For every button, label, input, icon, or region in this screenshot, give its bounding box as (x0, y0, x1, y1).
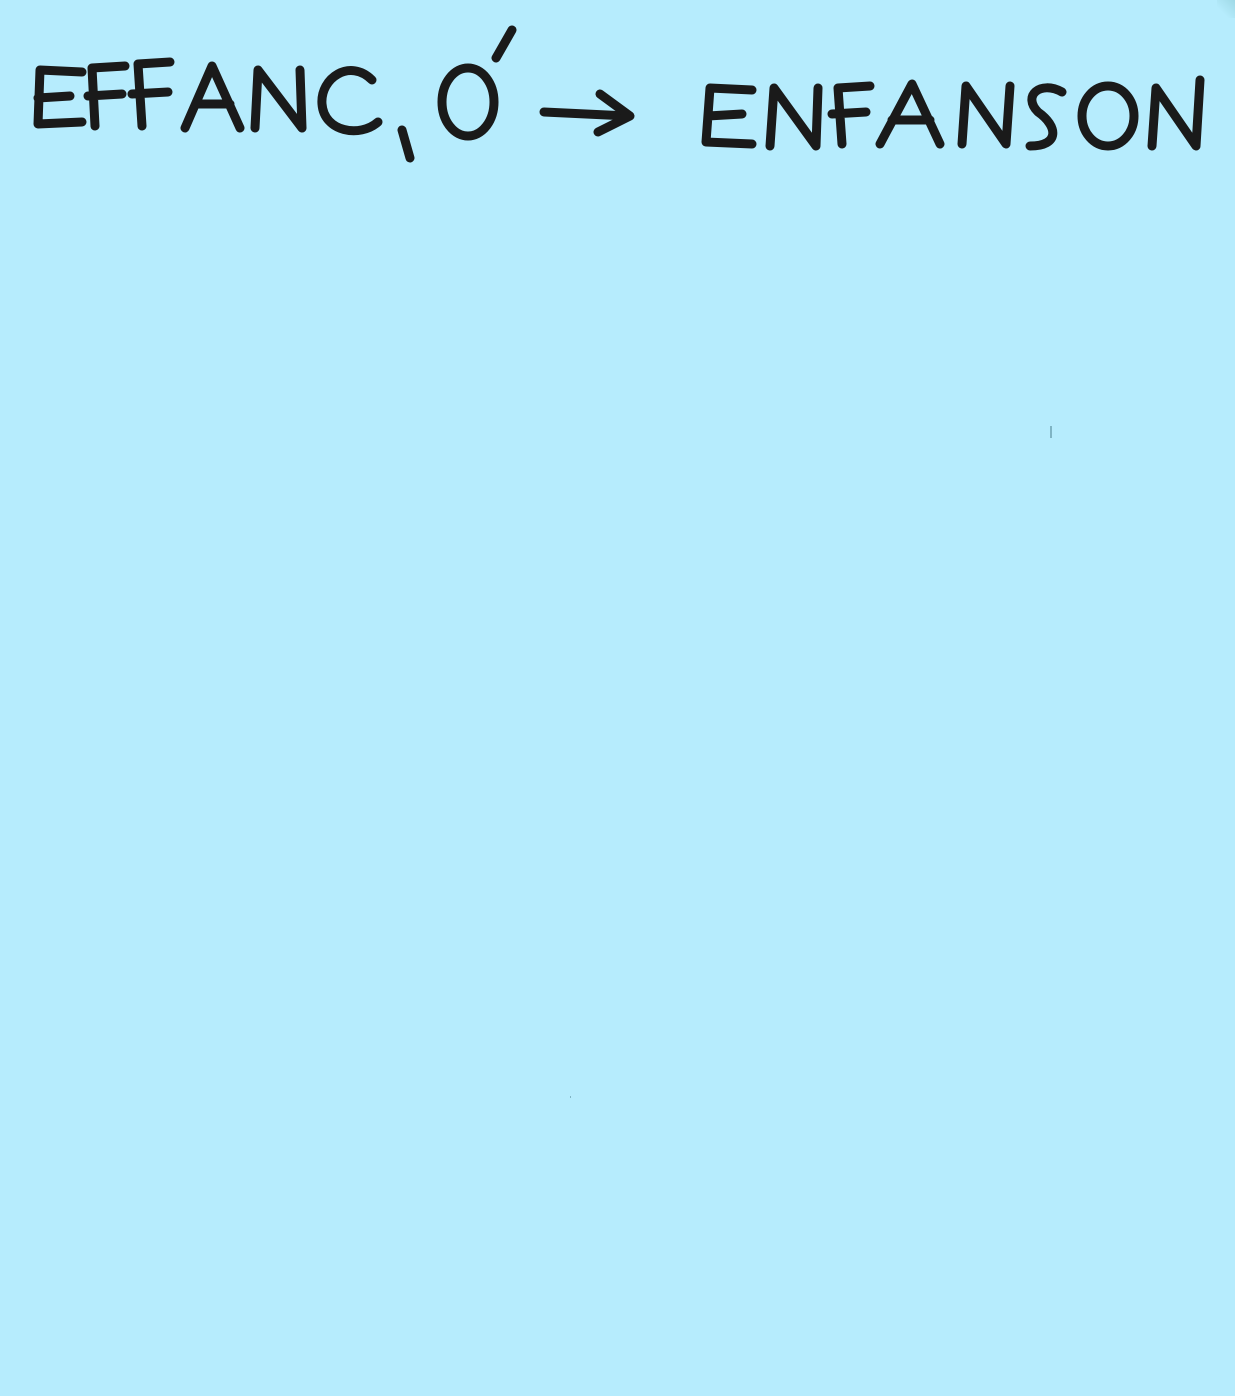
paper-speck (1050, 426, 1052, 438)
handwritten-line (0, 0, 1235, 200)
target-word (706, 80, 1200, 146)
paper-speck (570, 1096, 571, 1098)
arrow-icon (544, 94, 630, 132)
source-word (38, 30, 512, 158)
